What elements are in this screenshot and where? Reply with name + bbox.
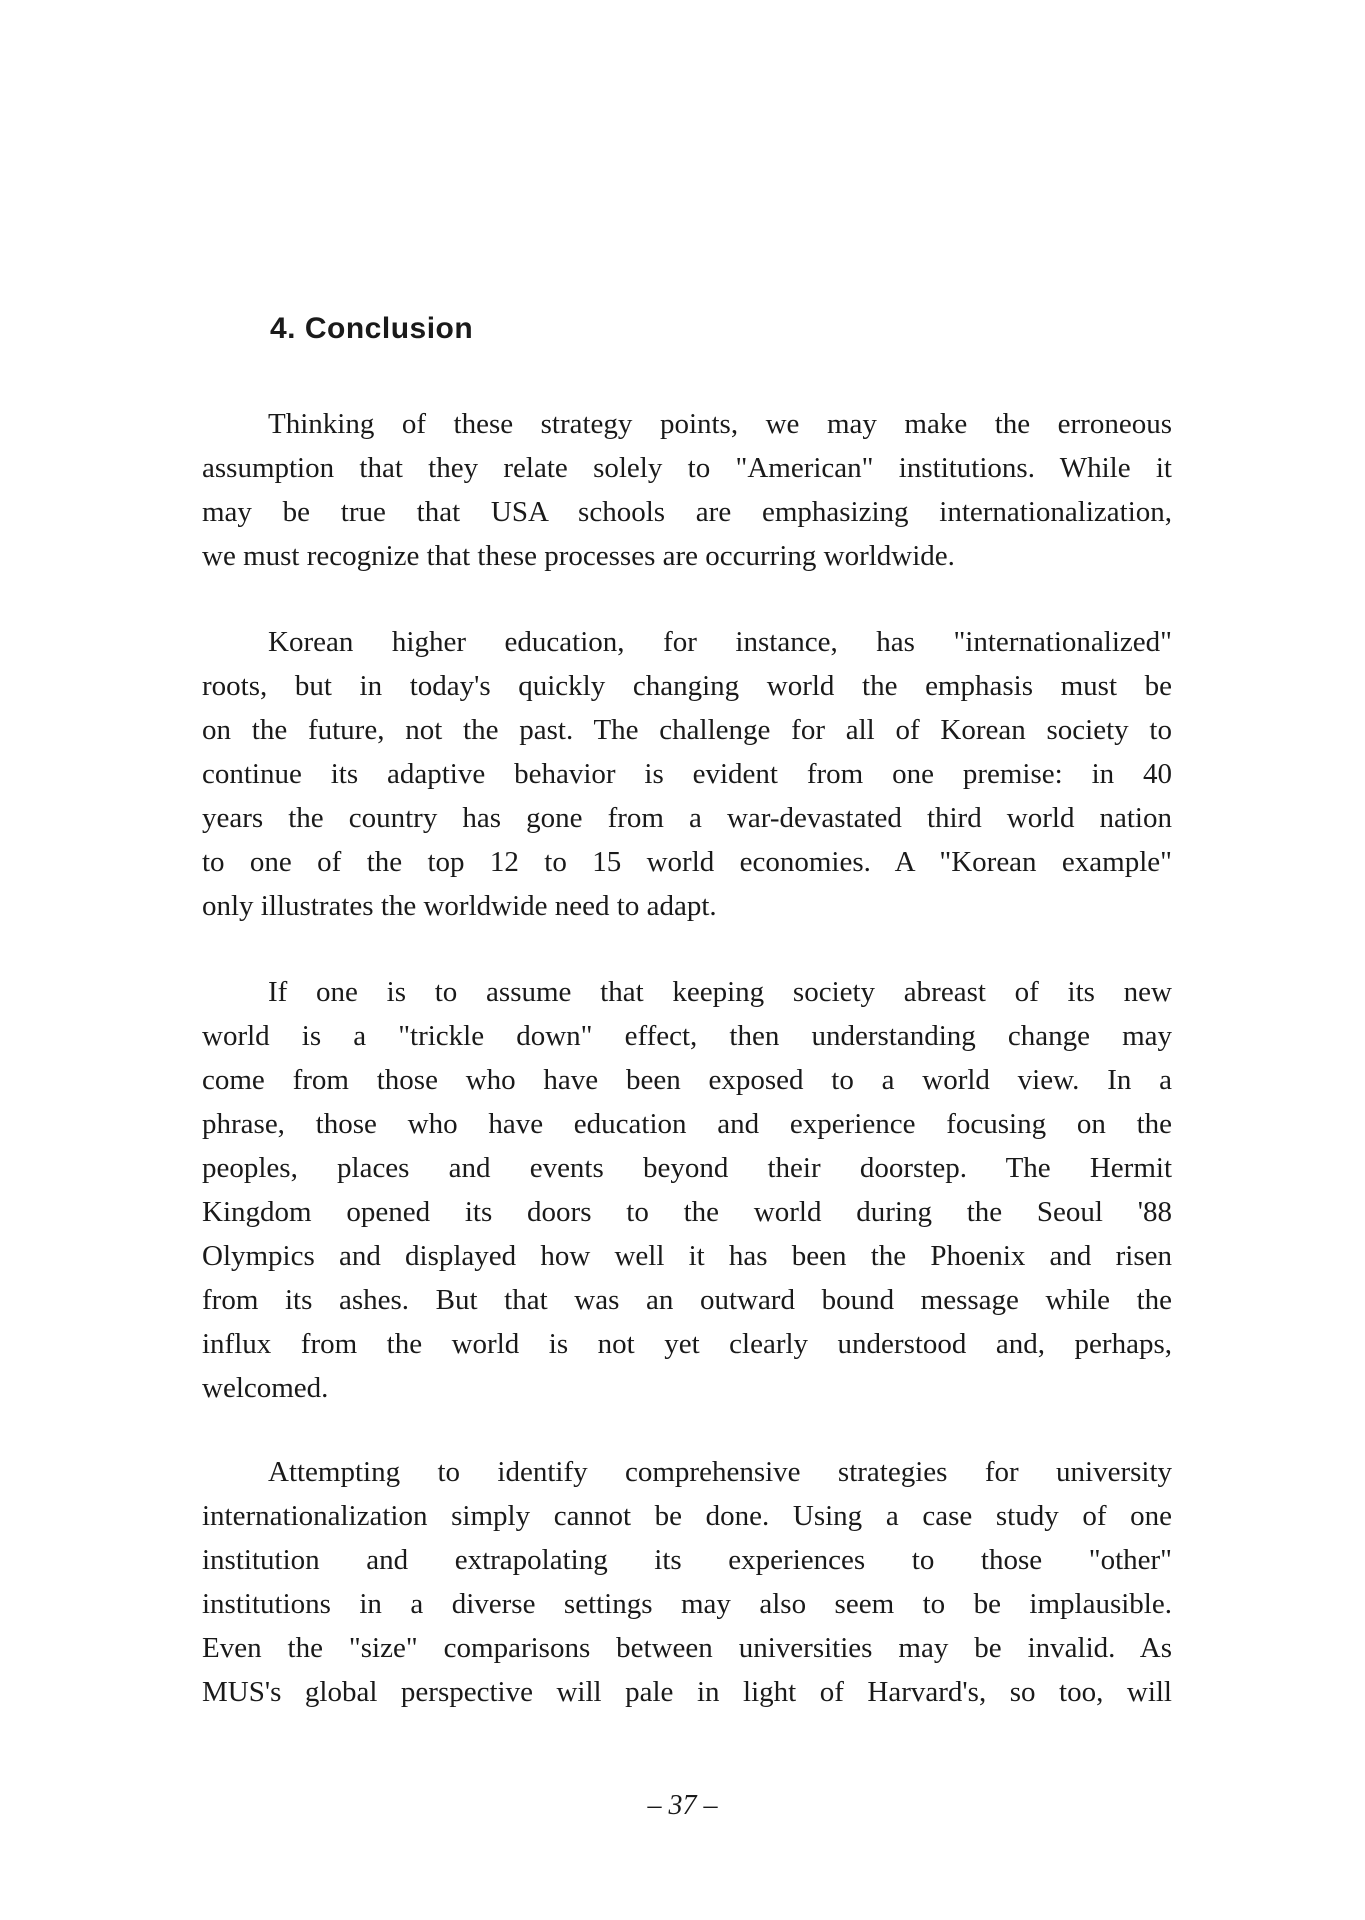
paragraph-line: Olympics and displayed how well it has been the Phoenix and risen: [202, 1240, 1172, 1272]
paragraph-line: world is a "trickle down" effect, then understanding change may: [202, 1020, 1172, 1052]
paragraph-3: [202, 970, 1172, 1410]
paragraph-line: Attempting to identify comprehensive strategies for university: [268, 1456, 1172, 1488]
paragraph-line: from its ashes. But that was an outward bound message while the: [202, 1284, 1172, 1316]
paragraph-4: [202, 1450, 1172, 1714]
paragraph-line: influx from the world is not yet clearly understood and, perhaps,: [202, 1328, 1172, 1360]
paragraph-line: assumption that they relate solely to "American" institutions. While it: [202, 452, 1172, 484]
section-heading: 4. Conclusion: [270, 312, 474, 345]
paragraph-line: Korean higher education, for instance, has "internationalized": [268, 626, 1172, 658]
paragraph-line: Thinking of these strategy points, we may make the erroneous: [268, 408, 1172, 440]
paragraph-line: Kingdom opened its doors to the world during the Seoul '88: [202, 1196, 1172, 1228]
paragraph-line: only illustrates the worldwide need to adapt.: [202, 890, 717, 922]
paragraph-line: institution and extrapolating its experiences to those "other": [202, 1544, 1172, 1576]
paragraph-line: roots, but in today's quickly changing world the emphasis must be: [202, 670, 1172, 702]
paragraph-line: may be true that USA schools are emphasizing internationalization,: [202, 496, 1172, 528]
paragraph-line: years the country has gone from a war-devastated third world nation: [202, 802, 1172, 834]
paragraph-line: MUS's global perspective will pale in light of Harvard's, so too, will: [202, 1676, 1172, 1708]
paragraph-line: come from those who have been exposed to a world view. In a: [202, 1064, 1172, 1096]
paragraph-line: welcomed.: [202, 1372, 329, 1404]
paragraph-line: on the future, not the past. The challenge for all of Korean society to: [202, 714, 1172, 746]
paragraph-line: If one is to assume that keeping society abreast of its new: [268, 976, 1172, 1008]
paragraph-2: [202, 620, 1172, 928]
paragraph-line: we must recognize that these processes are occurring worldwide.: [202, 540, 955, 572]
paragraph-line: phrase, those who have education and experience focusing on the: [202, 1108, 1172, 1140]
paragraph-line: institutions in a diverse settings may also seem to be implausible.: [202, 1588, 1172, 1620]
paragraph-line: Even the "size" comparisons between universities may be invalid. As: [202, 1632, 1172, 1664]
paragraph-line: to one of the top 12 to 15 world economies. A "Korean example": [202, 846, 1172, 878]
paragraph-line: peoples, places and events beyond their doorstep. The Hermit: [202, 1152, 1172, 1184]
paragraph-line: continue its adaptive behavior is evident from one premise: in 40: [202, 758, 1172, 790]
paragraph-1: [202, 402, 1172, 578]
page-number: – 37 –: [647, 1790, 718, 1821]
paragraph-line: internationalization simply cannot be done. Using a case study of one: [202, 1500, 1172, 1532]
